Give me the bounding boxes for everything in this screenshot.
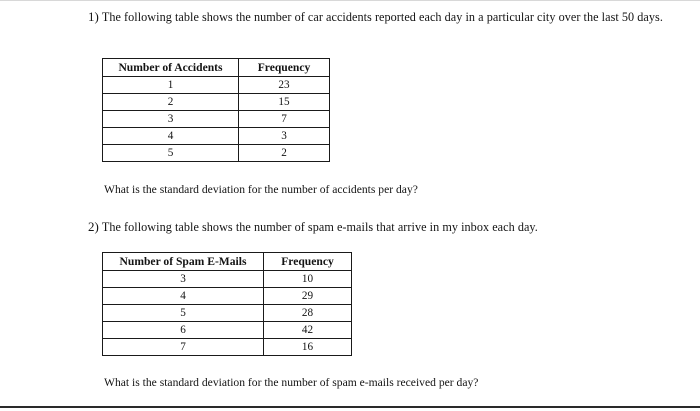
table-cell: 3	[103, 271, 264, 288]
table-cell: 2	[103, 94, 239, 111]
table-cell: 16	[264, 339, 352, 356]
table-header-row	[103, 59, 330, 77]
question-2-followup: What is the standard deviation for the number of spam e-mails received per day?	[104, 376, 479, 389]
table-row	[103, 94, 330, 111]
question-2-number: 2)	[88, 219, 99, 234]
column-header-accidents: Number of Accidents	[103, 59, 239, 77]
spam-frequency-table	[102, 252, 352, 356]
table-header-row	[103, 253, 352, 271]
table-cell: 6	[103, 322, 264, 339]
table-cell: 2	[239, 145, 330, 162]
question-2-prompt: The following table shows the number of spam e-mails that arrive in my inbox each day.	[101, 220, 538, 234]
column-header-frequency: Frequency	[239, 59, 330, 77]
question-1-text	[88, 9, 663, 25]
table-cell: 3	[239, 128, 330, 145]
table-cell: 7	[239, 111, 330, 128]
table-row	[103, 288, 352, 305]
question-1-prompt: The following table shows the number of car accidents reported each day in a particular city over the last 50 days.	[101, 10, 663, 24]
question-2-text	[88, 219, 663, 235]
table-row	[103, 271, 352, 288]
question-1-number: 1)	[88, 9, 99, 24]
table-cell: 3	[103, 111, 239, 128]
table-cell: 10	[264, 271, 352, 288]
table-row	[103, 339, 352, 356]
table-cell: 42	[264, 322, 352, 339]
table-cell: 7	[103, 339, 264, 356]
table-cell: 15	[239, 94, 330, 111]
table-row	[103, 111, 330, 128]
question-1-followup: What is the standard deviation for the number of accidents per day?	[104, 183, 418, 196]
table-cell: 1	[103, 77, 239, 94]
table-cell: 29	[264, 288, 352, 305]
table-row	[103, 145, 330, 162]
table-cell: 23	[239, 77, 330, 94]
table-cell: 4	[103, 128, 239, 145]
top-divider	[0, 0, 700, 1]
table-cell: 28	[264, 305, 352, 322]
table-row	[103, 128, 330, 145]
table-row	[103, 77, 330, 94]
column-header-spam-emails: Number of Spam E-Mails	[103, 253, 264, 271]
accidents-frequency-table	[102, 58, 330, 162]
table-cell: 5	[103, 305, 264, 322]
bottom-divider	[0, 406, 700, 408]
table-row	[103, 305, 352, 322]
column-header-frequency: Frequency	[264, 253, 352, 271]
table-cell: 5	[103, 145, 239, 162]
table-row	[103, 322, 352, 339]
table-cell: 4	[103, 288, 264, 305]
